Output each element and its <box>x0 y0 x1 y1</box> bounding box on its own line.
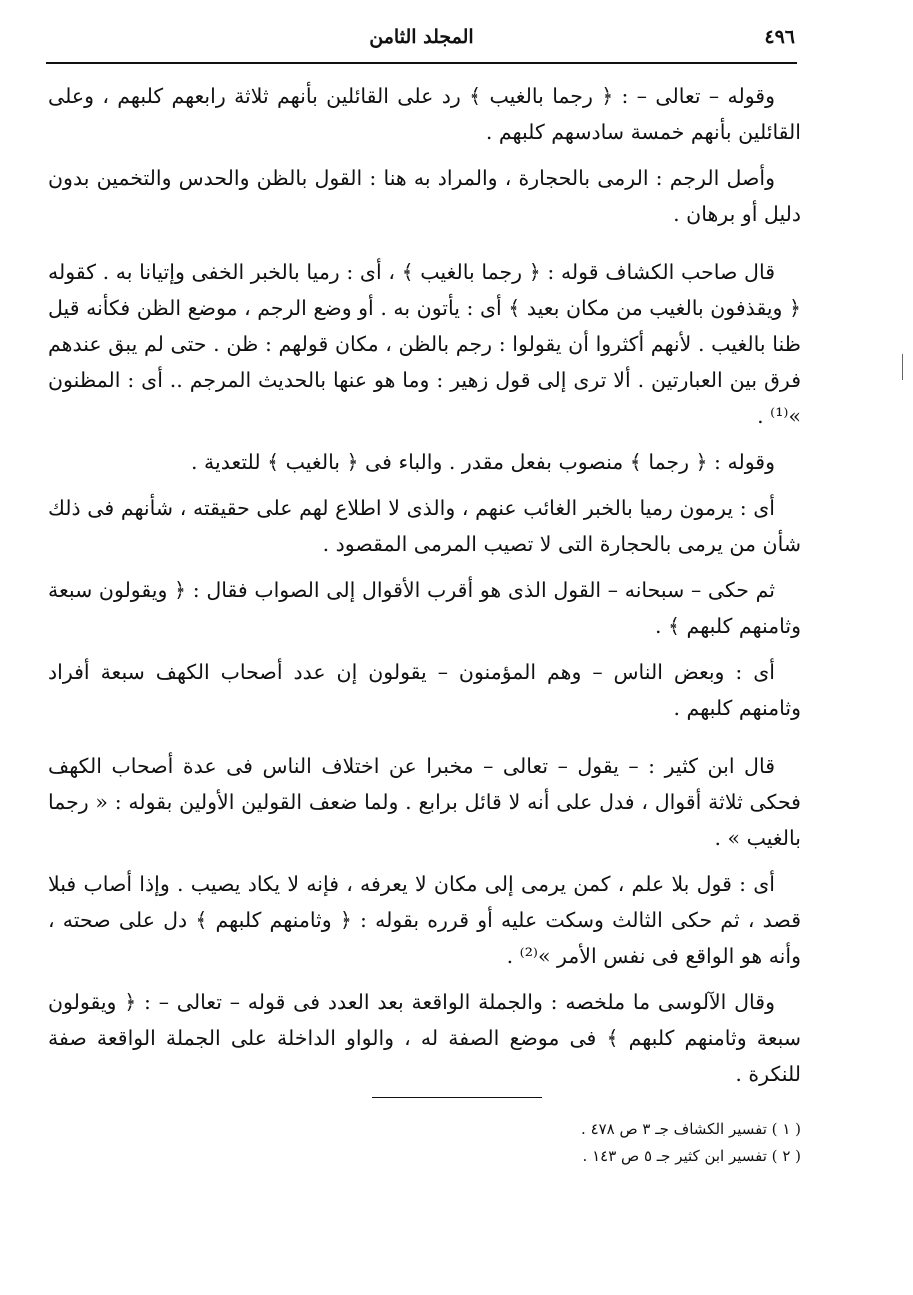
page-number: ٤٩٦ <box>764 26 795 48</box>
paragraph-9: أى : قول بلا علم ، كمن يرمى إلى مكان لا يعرفه ، فإنه لا يكاد يصيب . وإذا أصاب فبلا قصد ، ثم حكى الثالث وسكت عليه أو قرره بقوله : ﴿ وثامنهم كلبهم ﴾ دل على صحته ، وأنه هو الواقع فى نفس الأمر »⁽²⁾ . <box>48 872 801 968</box>
paragraph-8: قال ابن كثير : – يقول – تعالى – مخبرا عن اختلاف الناس فى عدة أصحاب الكهف فحكى ثلاثة أقوال ، فدل على أنه لا قائل برابع . ولما ضعف القولين الأولين بقوله : « رجما بالغيب » . <box>48 754 801 850</box>
footnotes <box>481 1116 801 1170</box>
main-text <box>48 78 801 1102</box>
paragraph-10: وقال الآلوسى ما ملخصه : والجملة الواقعة بعد العدد فى قوله – تعالى – : ﴿ ويقولون سبعة وثامنهم كلبهم ﴾ فى موضع الصفة له ، والواو الداخلة على الجملة الواقعة صفة للنكرة . <box>48 990 801 1086</box>
paragraph-3: قال صاحب الكشاف قوله : ﴿ رجما بالغيب ﴾ ، أى : رميا بالخبر الخفى وإتيانا به . كقوله ﴿ ويقذفون بالغيب من مكان بعيد ﴾ أى : يأتون به . أو وضع الرجم ، موضع الظن فكأنه قيل ظنا بالغيب . لأنهم أكثروا أن يقولوا : رجم بالظن ، مكان قولهم : ظن . حتى لم يبق عندهم فرق بين العبارتين . ألا ترى إلى قول زهير : وما هو عنها بالحديث المرجم .. أى : المظنون »⁽¹⁾ . <box>48 260 801 428</box>
paragraph-5: أى : يرمون رميا بالخبر الغائب عنهم ، والذى لا اطلاع لهم على حقيقته ، شأنهم فى ذلك شأن من يرمى بالحجارة التى لا تصيب المرمى المقصود . <box>48 496 801 556</box>
page-header <box>48 22 795 56</box>
paragraph-7: أى : وبعض الناس – وهم المؤمنون – يقولون إن عدد أصحاب الكهف سبعة أفراد وثامنهم كلبهم . <box>48 660 801 720</box>
paragraph-1: وقوله – تعالى – : ﴿ رجما بالغيب ﴾ رد على القائلين بأنهم ثلاثة رابعهم كلبهم ، وعلى القائلين بأنهم خمسة سادسهم كلبهم . <box>48 84 801 144</box>
margin-mark <box>902 354 903 380</box>
header-divider <box>46 62 797 64</box>
paragraph-6: ثم حكى – سبحانه – القول الذى هو أقرب الأقوال إلى الصواب فقال : ﴿ ويقولون سبعة وثامنهم كلبهم ﴾ . <box>48 578 801 638</box>
running-title: المجلد الثامن <box>369 26 474 48</box>
footnote-1: ( ١ ) تفسير الكشاف جـ ٣ ص ٤٧٨ . <box>581 1120 801 1138</box>
footnote-2: ( ٢ ) تفسير ابن كثير جـ ٥ ص ١٤٣ . <box>582 1147 801 1165</box>
footnote-divider <box>372 1097 542 1098</box>
paragraph-2: وأصل الرجم : الرمى بالحجارة ، والمراد به هنا : القول بالظن والحدس والتخمين بدون دليل أو برهان . <box>48 166 801 226</box>
paragraph-4: وقوله : ﴿ رجما ﴾ منصوب بفعل مقدر . والباء فى ﴿ بالغيب ﴾ للتعدية . <box>190 450 775 474</box>
